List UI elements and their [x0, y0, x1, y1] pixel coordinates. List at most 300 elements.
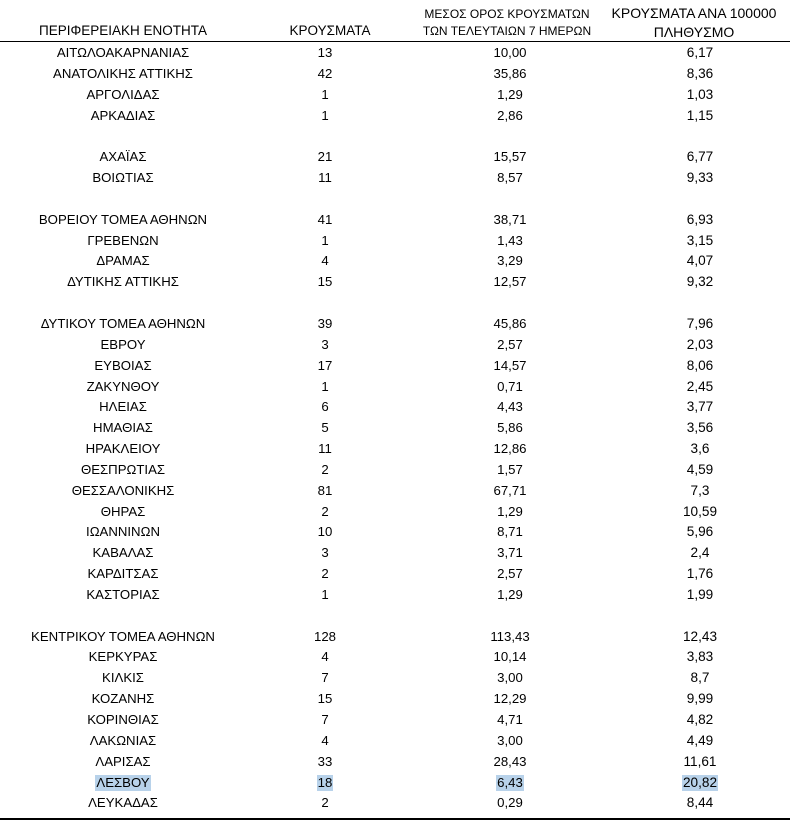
region-cell-text: ΘΕΣΣΑΛΟΝΙΚΗΣ — [71, 482, 175, 498]
cases-cell — [270, 585, 380, 606]
table-row — [0, 251, 790, 272]
avg7-cell-text: 3,71 — [497, 545, 523, 561]
avg7-cell-text: 0,29 — [497, 795, 523, 811]
table-row — [0, 522, 790, 543]
per100k-cell — [640, 272, 760, 293]
table-row — [0, 418, 790, 439]
cases-cell-text: 4 — [321, 253, 329, 269]
avg7-cell — [440, 418, 580, 439]
per100k-cell — [640, 397, 760, 418]
table-row — [0, 585, 790, 606]
avg7-cell — [440, 147, 580, 168]
per100k-cell — [640, 64, 760, 85]
region-cell — [18, 43, 228, 64]
cases-cell-text: 41 — [317, 211, 333, 227]
per100k-cell — [640, 627, 760, 648]
cases-cell-text: 21 — [317, 149, 333, 165]
region-cell-text: ΙΩΑΝΝΙΝΩΝ — [86, 524, 160, 540]
avg7-cell-text: 12,86 — [493, 441, 527, 457]
avg7-cell — [440, 43, 580, 64]
cases-cell — [270, 773, 380, 794]
avg7-cell — [440, 335, 580, 356]
table-row — [0, 460, 790, 481]
table-row — [0, 377, 790, 398]
region-cell — [18, 418, 228, 439]
region-cell-text: ΚΑΒΑΛΑΣ — [92, 545, 154, 561]
per100k-cell-text: 6,17 — [686, 45, 714, 60]
region-cell — [18, 647, 228, 668]
cases-cell — [270, 106, 380, 127]
region-cell-text: ΛΕΥΚΑΔΑΣ — [88, 795, 158, 811]
region-cell — [18, 668, 228, 689]
avg7-cell-text: 1,43 — [497, 232, 523, 248]
region-cell-text: ΘΗΡΑΣ — [100, 503, 146, 519]
region-cell — [18, 439, 228, 460]
per100k-cell-text: 12,43 — [682, 628, 718, 644]
region-cell — [18, 522, 228, 543]
avg7-cell-text: 4,71 — [497, 712, 523, 727]
avg7-cell — [440, 168, 580, 189]
per100k-cell-text: 3,83 — [686, 649, 714, 665]
cases-cell-text: 11 — [318, 170, 332, 186]
table-row — [0, 64, 790, 85]
avg7-cell — [440, 689, 580, 710]
per100k-cell — [640, 314, 760, 335]
table-row — [0, 543, 790, 564]
avg7-cell-text: 5,86 — [497, 420, 523, 436]
region-cell-text: ΛΕΣΒΟΥ — [96, 774, 150, 790]
region-cell — [18, 731, 228, 752]
per100k-cell — [640, 418, 760, 439]
cases-cell — [270, 752, 380, 773]
header-per100k — [594, 4, 790, 42]
per100k-cell-text: 9,99 — [686, 691, 714, 707]
table-row — [0, 106, 790, 127]
per100k-cell-text: 11,61 — [683, 753, 717, 769]
region-cell — [18, 168, 228, 189]
per100k-cell — [640, 773, 760, 794]
header-avg7-line1: ΜΕΣΟΣ ΟΡΟΣ ΚΡΟΥΣΜΑΤΩΝ — [424, 7, 590, 21]
per100k-cell-text: 2,4 — [690, 545, 710, 561]
region-cell-text: ΚΑΡΔΙΤΣΑΣ — [87, 566, 159, 582]
avg7-cell-text: 3,00 — [497, 732, 523, 748]
cases-cell-text: 42 — [317, 65, 333, 81]
cases-cell — [270, 377, 380, 398]
per100k-cell — [640, 668, 760, 689]
avg7-cell-text: 35,86 — [493, 65, 527, 81]
cases-cell — [270, 647, 380, 668]
region-cell — [18, 543, 228, 564]
avg7-cell-text: 28,43 — [493, 753, 527, 769]
cases-cell-text: 7 — [321, 670, 329, 686]
avg7-cell-text: 10,00 — [493, 45, 527, 60]
avg7-cell-text: 4,43 — [497, 399, 523, 415]
avg7-cell — [440, 647, 580, 668]
cases-cell-text: 7 — [321, 712, 329, 727]
region-cell-text: ΚΙΛΚΙΣ — [102, 670, 144, 686]
avg7-cell-text: 45,86 — [493, 315, 527, 331]
cases-cell-text: 18 — [317, 774, 333, 790]
cases-cell — [270, 793, 380, 814]
region-cell-text: ΘΕΣΠΡΩΤΙΑΣ — [80, 461, 166, 477]
cases-cell-text: 33 — [317, 753, 333, 769]
avg7-cell — [440, 543, 580, 564]
cases-cell — [270, 314, 380, 335]
per100k-cell — [640, 647, 760, 668]
avg7-cell-text: 8,71 — [497, 524, 523, 540]
avg7-cell — [440, 231, 580, 252]
region-cell — [18, 251, 228, 272]
per100k-cell-text: 3,15 — [686, 232, 714, 248]
table-row — [0, 272, 790, 293]
cases-cell — [270, 543, 380, 564]
table-row — [0, 710, 790, 731]
region-cell-text: ΗΡΑΚΛΕΙΟΥ — [85, 441, 161, 457]
cases-cell — [270, 710, 380, 731]
region-cell-text: ΒΟΙΩΤΙΑΣ — [92, 170, 154, 186]
table-row — [0, 439, 790, 460]
per100k-cell-text: 2,03 — [686, 336, 714, 352]
header-region: ΠΕΡΙΦΕΡΕΙΑΚΗ ΕΝΟΤΗΤΑ — [38, 23, 208, 38]
per100k-cell-text: 10,59 — [682, 503, 718, 519]
avg7-cell — [440, 251, 580, 272]
region-cell — [18, 460, 228, 481]
header-avg7-line2: ΤΩΝ ΤΕΛΕΥΤΑΙΩΝ 7 ΗΜΕΡΩΝ — [422, 24, 592, 38]
avg7-cell — [440, 668, 580, 689]
per100k-cell — [640, 439, 760, 460]
avg7-cell — [440, 106, 580, 127]
spacer-row — [0, 126, 790, 147]
per100k-cell — [640, 147, 760, 168]
avg7-cell — [440, 272, 580, 293]
avg7-cell-text: 67,71 — [493, 482, 527, 498]
avg7-cell-text: 1,29 — [497, 586, 523, 602]
per100k-cell-text: 7,3 — [690, 482, 710, 498]
avg7-cell-text: 2,86 — [497, 107, 523, 123]
table-row — [0, 627, 790, 648]
avg7-cell — [440, 731, 580, 752]
cases-cell-text: 3 — [321, 545, 329, 561]
cases-cell — [270, 668, 380, 689]
per100k-cell — [640, 731, 760, 752]
region-cell — [18, 210, 228, 231]
header-avg7 — [400, 6, 614, 40]
spacer-row — [0, 606, 790, 627]
per100k-cell-text: 1,15 — [686, 107, 714, 123]
per100k-cell-text: 4,49 — [686, 732, 714, 748]
avg7-cell-text: 15,57 — [493, 149, 527, 165]
table-row — [0, 147, 790, 168]
region-cell-text: ΕΥΒΟΙΑΣ — [94, 357, 152, 373]
table-row — [0, 231, 790, 252]
region-cell — [18, 356, 228, 377]
cases-cell — [270, 231, 380, 252]
region-cell — [18, 147, 228, 168]
avg7-cell — [440, 85, 580, 106]
per100k-cell-text: 4,07 — [686, 253, 714, 269]
avg7-cell — [440, 502, 580, 523]
per100k-cell — [640, 231, 760, 252]
region-cell-text: ΑΧΑΪΑΣ — [99, 149, 147, 165]
table-row — [0, 564, 790, 585]
cases-cell — [270, 272, 380, 293]
per100k-cell — [640, 752, 760, 773]
per100k-cell-text: 8,36 — [686, 65, 714, 81]
cases-cell — [270, 731, 380, 752]
per100k-cell-text: 8,06 — [686, 357, 714, 373]
region-cell — [18, 64, 228, 85]
avg7-cell-text: 1,29 — [497, 86, 523, 102]
cases-cell-text: 1 — [321, 232, 329, 248]
region-cell-text: ΛΑΡΙΣΑΣ — [95, 753, 151, 769]
region-cell-text: ΗΜΑΘΙΑΣ — [93, 420, 153, 436]
region-cell-text: ΚΟΖΑΝΗΣ — [91, 691, 155, 707]
cases-cell — [270, 522, 380, 543]
avg7-cell-text: 3,29 — [497, 253, 523, 269]
cases-cell-text: 4 — [321, 649, 329, 665]
per100k-cell — [640, 543, 760, 564]
bottom-rule — [0, 818, 790, 820]
avg7-cell-text: 12,57 — [493, 274, 527, 290]
avg7-cell-text: 113,43 — [490, 628, 530, 644]
per100k-cell — [640, 585, 760, 606]
avg7-cell-text: 14,57 — [493, 357, 527, 373]
table-row — [0, 335, 790, 356]
cases-cell — [270, 43, 380, 64]
table-row — [0, 481, 790, 502]
per100k-cell-text: 3,77 — [686, 399, 714, 415]
per100k-cell — [640, 335, 760, 356]
per100k-cell-text: 3,6 — [690, 441, 710, 457]
avg7-cell — [440, 793, 580, 814]
per100k-cell-text: 20,82 — [682, 774, 718, 790]
region-cell-text: ΒΟΡΕΙΟΥ ΤΟΜΕΑ ΑΘΗΝΩΝ — [38, 211, 208, 227]
region-cell — [18, 773, 228, 794]
cases-cell — [270, 168, 380, 189]
avg7-cell-text: 8,57 — [497, 170, 523, 186]
cases-cell-text: 39 — [317, 315, 333, 331]
avg7-cell-text: 1,57 — [497, 461, 523, 477]
avg7-cell — [440, 710, 580, 731]
avg7-cell — [440, 377, 580, 398]
avg7-cell-text: 6,43 — [497, 774, 523, 790]
avg7-cell-text: 10,14 — [493, 649, 527, 665]
per100k-cell — [640, 251, 760, 272]
region-cell — [18, 397, 228, 418]
avg7-cell — [440, 314, 580, 335]
cases-cell-text: 2 — [321, 566, 329, 582]
per100k-cell — [640, 689, 760, 710]
cases-cell — [270, 502, 380, 523]
spacer-row — [0, 293, 790, 314]
cases-cell — [270, 335, 380, 356]
region-cell — [18, 752, 228, 773]
cases-cell — [270, 439, 380, 460]
region-cell — [18, 710, 228, 731]
avg7-cell-text: 2,57 — [497, 566, 523, 582]
cases-cell — [270, 356, 380, 377]
per100k-cell-text: 3,56 — [686, 420, 714, 436]
avg7-cell — [440, 481, 580, 502]
cases-cell — [270, 564, 380, 585]
cases-cell-text: 5 — [321, 420, 329, 436]
cases-cell-text: 6 — [321, 399, 329, 415]
cases-cell-text: 128 — [313, 628, 336, 644]
cases-cell — [270, 64, 380, 85]
table-row — [0, 752, 790, 773]
per100k-cell-text: 5,96 — [686, 524, 714, 540]
avg7-cell-text: 2,57 — [497, 336, 523, 352]
avg7-cell — [440, 522, 580, 543]
region-cell-text: ΑΝΑΤΟΛΙΚΗΣ ΑΤΤΙΚΗΣ — [53, 65, 193, 81]
per100k-cell-text: 8,7 — [690, 670, 710, 686]
per100k-cell-text: 7,96 — [686, 315, 714, 331]
per100k-cell — [640, 377, 760, 398]
region-cell — [18, 314, 228, 335]
region-cell — [18, 689, 228, 710]
avg7-cell — [440, 585, 580, 606]
cases-cell-text: 15 — [317, 691, 333, 707]
region-cell-text: ΗΛΕΙΑΣ — [99, 399, 147, 415]
region-cell-text: ΚΕΝΤΡΙΚΟΥ ΤΟΜΕΑ ΑΘΗΝΩΝ — [31, 628, 215, 644]
table-row — [0, 314, 790, 335]
cases-cell — [270, 460, 380, 481]
cases-cell-text: 3 — [321, 336, 329, 352]
region-cell — [18, 272, 228, 293]
region-cell — [18, 793, 228, 814]
region-cell-text: ΓΡΕΒΕΝΩΝ — [87, 232, 159, 248]
region-cell-text: ΚΟΡΙΝΘΙΑΣ — [87, 712, 159, 727]
avg7-cell — [440, 627, 580, 648]
region-cell-text: ΑΙΤΩΛΟΑΚΑΡΝΑΝΙΑΣ — [56, 45, 190, 60]
cases-cell-text: 4 — [321, 732, 329, 748]
table-row — [0, 773, 790, 794]
cases-cell — [270, 627, 380, 648]
avg7-cell-text: 0,71 — [497, 378, 523, 394]
region-cell — [18, 502, 228, 523]
avg7-cell — [440, 439, 580, 460]
table-row — [0, 668, 790, 689]
per100k-cell-text: 9,32 — [686, 274, 714, 290]
per100k-cell — [640, 564, 760, 585]
per100k-cell-text: 2,45 — [686, 378, 714, 394]
region-cell-text: ΖΑΚΥΝΘΟΥ — [86, 378, 160, 394]
cases-cell — [270, 210, 380, 231]
table-row — [0, 647, 790, 668]
cases-cell-text: 1 — [321, 107, 329, 123]
per100k-cell-text: 8,44 — [686, 795, 714, 811]
region-cell — [18, 564, 228, 585]
table-row — [0, 43, 790, 64]
avg7-cell-text: 3,00 — [497, 670, 523, 686]
avg7-cell — [440, 356, 580, 377]
region-cell-text: ΛΑΚΩΝΙΑΣ — [89, 732, 157, 748]
region-cell — [18, 335, 228, 356]
table-row — [0, 356, 790, 377]
per100k-cell — [640, 356, 760, 377]
per100k-cell — [640, 460, 760, 481]
table-row — [0, 397, 790, 418]
per100k-cell — [640, 168, 760, 189]
table-row — [0, 793, 790, 814]
region-cell-text: ΚΕΡΚΥΡΑΣ — [88, 649, 158, 665]
cases-cell-text: 2 — [321, 503, 329, 519]
region-cell — [18, 585, 228, 606]
per100k-cell-text: 1,76 — [686, 566, 714, 582]
region-cell-text: ΑΡΚΑΔΙΑΣ — [90, 107, 156, 123]
cases-cell-text: 2 — [321, 461, 329, 477]
avg7-cell — [440, 752, 580, 773]
cases-cell-text: 1 — [321, 586, 329, 602]
region-cell — [18, 481, 228, 502]
cases-cell — [270, 147, 380, 168]
per100k-cell-text: 6,77 — [686, 149, 714, 165]
header-per100k-line1: ΚΡΟΥΣΜΑΤΑ ΑΝΑ 100000 — [611, 5, 777, 21]
per100k-cell — [640, 106, 760, 127]
cases-cell — [270, 481, 380, 502]
avg7-cell — [440, 564, 580, 585]
avg7-cell-text: 38,71 — [493, 211, 527, 227]
cases-cell — [270, 689, 380, 710]
header-cases: ΚΡΟΥΣΜΑΤΑ — [289, 23, 371, 38]
per100k-cell — [640, 710, 760, 731]
per100k-cell-text: 4,82 — [686, 712, 714, 727]
table-row — [0, 168, 790, 189]
avg7-cell — [440, 460, 580, 481]
cases-cell-text: 1 — [321, 86, 329, 102]
cases-cell-text: 1 — [321, 378, 329, 394]
region-cell-text: ΔΡΑΜΑΣ — [96, 253, 150, 269]
per100k-cell — [640, 793, 760, 814]
region-cell — [18, 85, 228, 106]
cases-cell — [270, 85, 380, 106]
region-cell-text: ΕΒΡΟΥ — [100, 336, 146, 352]
cases-cell-text: 11 — [318, 441, 332, 457]
table-row — [0, 689, 790, 710]
region-cell — [18, 231, 228, 252]
per100k-cell — [640, 210, 760, 231]
per100k-cell — [640, 43, 760, 64]
avg7-cell — [440, 773, 580, 794]
per100k-cell — [640, 502, 760, 523]
cases-cell-text: 15 — [317, 274, 333, 290]
spacer-row — [0, 189, 790, 210]
cases-cell-text: 10 — [317, 524, 333, 540]
table-body — [0, 43, 790, 814]
per100k-cell — [640, 522, 760, 543]
avg7-cell-text: 1,29 — [497, 503, 523, 519]
region-cell-text: ΔΥΤΙΚΟΥ ΤΟΜΕΑ ΑΘΗΝΩΝ — [40, 315, 206, 331]
table-row — [0, 502, 790, 523]
table-row — [0, 210, 790, 231]
header-per100k-line2: ΠΛΗΘΥΣΜΟ — [653, 24, 735, 40]
avg7-cell-text: 12,29 — [493, 691, 527, 707]
per100k-cell — [640, 85, 760, 106]
cases-cell — [270, 397, 380, 418]
region-cell — [18, 627, 228, 648]
table-row — [0, 85, 790, 106]
table-header — [0, 0, 790, 42]
per100k-cell-text: 1,99 — [686, 586, 714, 602]
region-cell-text: ΚΑΣΤΟΡΙΑΣ — [86, 586, 160, 602]
region-cell-text: ΔΥΤΙΚΗΣ ΑΤΤΙΚΗΣ — [67, 274, 179, 290]
cases-cell-text: 2 — [321, 795, 329, 811]
per100k-cell-text: 9,33 — [686, 170, 714, 186]
region-cell — [18, 106, 228, 127]
region-cell — [18, 377, 228, 398]
region-cell-text: ΑΡΓΟΛΙΔΑΣ — [86, 86, 160, 102]
cases-cell — [270, 251, 380, 272]
